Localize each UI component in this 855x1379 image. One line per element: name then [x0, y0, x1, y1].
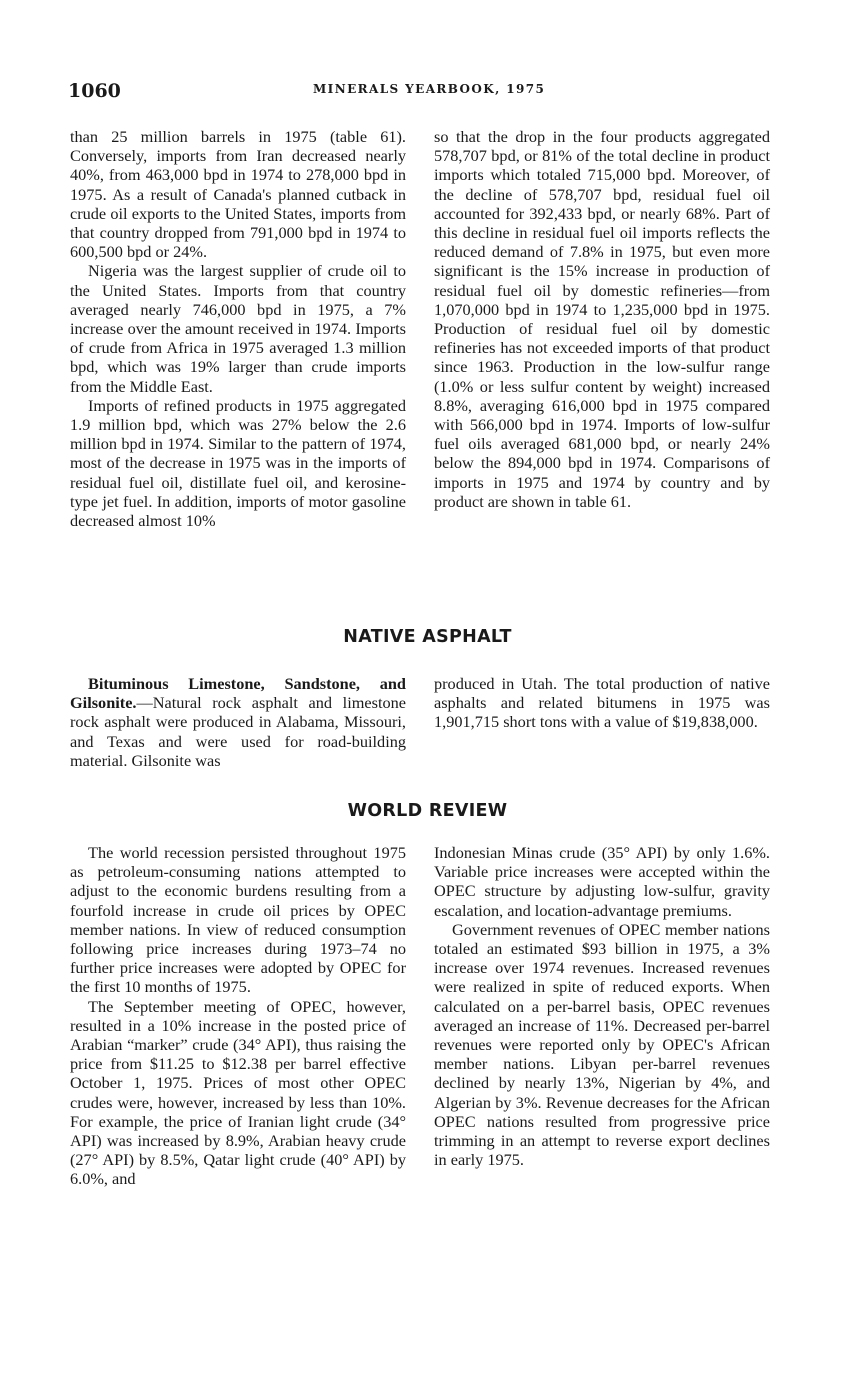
intro-right-column	[434, 127, 770, 511]
paragraph: Government revenues of OPEC member nations totaled an estimated $93 billion in 1975, a 3% increase over 1974 revenues. Increased revenues were realized in spite of reduced exports. When calculated on a per-barrel basis, OPEC revenues averaged an increase of 11%. Decreased per-barrel revenues were reported only by OPEC's African member nations. Libyan per-barrel revenues declined by nearly 13%, Nigerian by 4%, and Algerian by 3%. Revenue decreases for the African OPEC nations resulted from progressive price trimming in an attempt to reverse export declines in early 1975.	[434, 919, 770, 1170]
run-in-heading: Bituminous Limestone, Sandstone, and Gilsonite.	[70, 674, 406, 713]
paragraph: produced in Utah. The total production of native asphalts and related bitumens in 1975 was 1,901,715 short tons with a value of $19,838,000.	[434, 674, 770, 732]
paragraph: The world recession persisted throughout 1975 as petroleum-consuming nations attempted to adjust to the economic burdens resulting from a fourfold increase in crude oil prices by OPEC member nations. In view of reduced consumption following price increases during 1973–74 no further price increases were adopted by OPEC for the first 10 months of 1975.	[70, 843, 406, 997]
paragraph: The September meeting of OPEC, however, resulted in a 10% increase in the posted price of Arabian “marker” crude (34° API), thus raising the price from $11.25 to $12.38 per barrel effective October 1, 1975. Prices of most other OPEC crudes were, however, increased by less than 10%. For example, the price of Iranian light crude (34° API) was increased by 8.9%, Arabian heavy crude (27° API) by 8.5%, Qatar light crude (40° API) by 6.0%, and	[70, 996, 406, 1189]
native-asphalt-left-column	[70, 674, 406, 770]
paragraph-text: —Natural rock asphalt and limestone rock asphalt were produced in Alabama, Missouri, and Texas and were used for road-building material. Gilsonite was	[70, 693, 406, 770]
world-review-left-column	[70, 843, 406, 1189]
paragraph	[70, 674, 406, 770]
world-review-right-column	[434, 843, 770, 1169]
native-asphalt-right-column	[434, 674, 770, 732]
running-title: MINERALS YEARBOOK, 1975	[313, 82, 546, 96]
world-review-heading: WORLD REVIEW	[347, 801, 508, 821]
page-number: 1060	[68, 80, 121, 102]
paragraph: Imports of refined products in 1975 aggregated 1.9 million bpd, which was 27% below the 2.6 million bpd in 1974. Similar to the pattern of 1974, most of the decrease in 1975 was in the imports of residual fuel oil, distillate fuel oil, and kerosine-type jet fuel. In addition, imports of motor gasoline decreased almost 10%	[70, 395, 406, 531]
page-header	[68, 80, 788, 110]
paragraph: so that the drop in the four products aggregated 578,707 bpd, or 81% of the total decline in product imports which totaled 715,000 bpd. Moreover, of the decline of 578,707 bpd, residual fuel oil accounted for 392,433 bpd, or nearly 68%. Part of this decline in residual fuel oil imports reflects the reduced demand of 7.8% in 1975, but even more significant is the 15% increase in production of residual fuel oil by domestic refineries—from 1,070,000 bpd in 1974 to 1,235,000 bpd in 1975. Production of residual fuel oil by domestic refineries has not exceeded imports of that product since 1963. Production in the low-sulfur range (1.0% or less sulfur content by weight) increased 8.8%, averaging 616,000 bpd in 1975 compared with 566,000 bpd in 1974. Imports of low-sulfur fuel oils averaged 681,000 bpd, or nearly 24% below the 894,000 bpd in 1974. Comparisons of imports in 1975 and 1974 by country and by product are shown in table 61.	[434, 127, 770, 511]
paragraph: Nigeria was the largest supplier of crude oil to the United States. Imports from that country averaged nearly 746,000 bpd in 1975, a 7% increase over the amount received in 1974. Imports of crude from Africa in 1975 averaged 1.3 million bpd, which was 19% larger than crude imports from the Middle East.	[70, 261, 406, 396]
paragraph: Indonesian Minas crude (35° API) by only 1.6%. Variable price increases were accepted within the OPEC structure by adjusting low-sulfur, gravity escalation, and location-advantage premiums.	[434, 843, 770, 920]
intro-left-column	[70, 127, 406, 530]
paragraph: than 25 million barrels in 1975 (table 61). Conversely, imports from Iran decreased nearly 40%, from 463,000 bpd in 1974 to 278,000 bpd in 1975. As a result of Canada's planned cutback in crude oil exports to the United States, imports from that country dropped from 791,000 bpd in 1974 to 600,500 bpd or 24%.	[70, 127, 406, 262]
native-asphalt-heading: NATIVE ASPHALT	[343, 627, 512, 647]
